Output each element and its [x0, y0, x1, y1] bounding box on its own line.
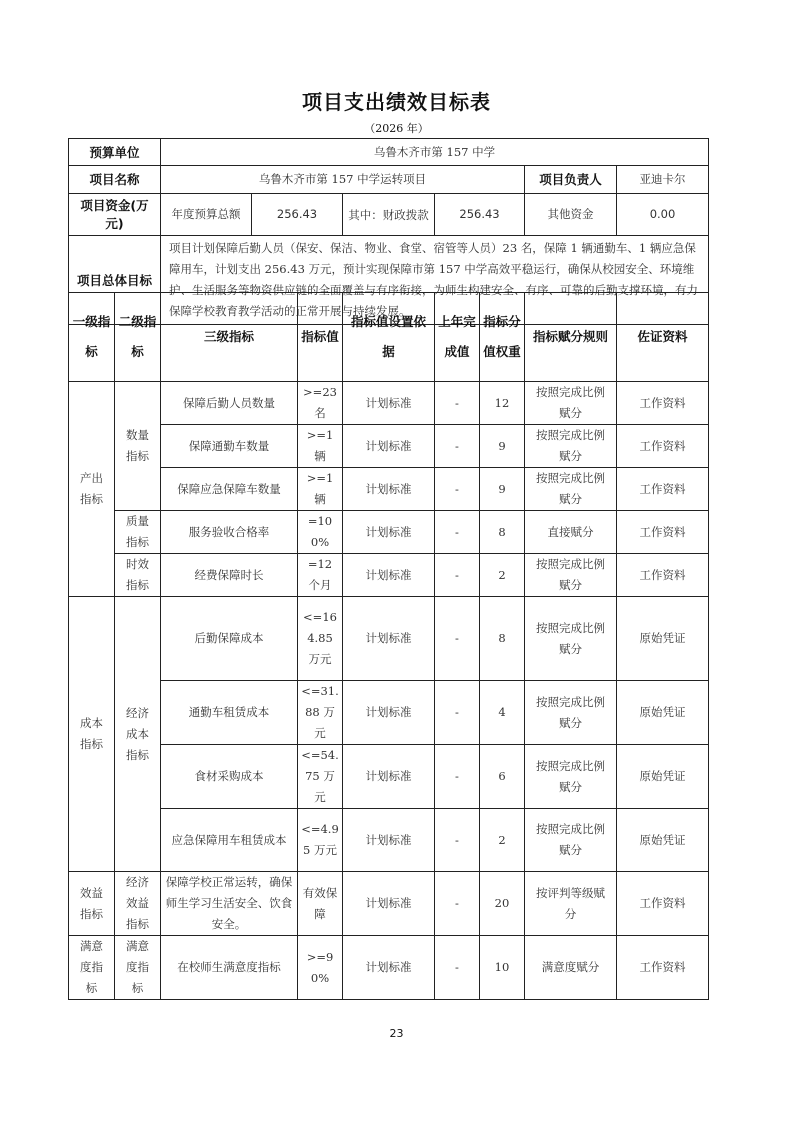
cell-weight: 8 — [480, 597, 525, 681]
cell-value: >=90% — [298, 936, 343, 1000]
table-row — [69, 597, 709, 681]
cell-weight: 9 — [480, 468, 525, 511]
cell-name: 通勤车租赁成本 — [161, 681, 298, 745]
owner-label: 项目负责人 — [525, 166, 617, 194]
page-title: 项目支出绩效目标表 — [302, 90, 491, 114]
cell-last: - — [435, 468, 480, 511]
cell-value: >=23名 — [298, 382, 343, 425]
cell-name: 经费保障时长 — [161, 554, 298, 597]
cell-name: 后勤保障成本 — [161, 597, 298, 681]
total-label: 年度预算总额 — [161, 194, 252, 236]
level1-indicator: 效益指标 — [69, 872, 115, 936]
total-value: 256.43 — [252, 194, 343, 236]
cell-evidence: 工作资料 — [617, 872, 709, 936]
cell-weight: 12 — [480, 382, 525, 425]
cell-rule: 按照完成比例赋分 — [525, 468, 617, 511]
cell-name: 应急保障用车租赁成本 — [161, 809, 298, 872]
table-row — [69, 936, 709, 1000]
cell-value: =100% — [298, 511, 343, 554]
unit-value: 乌鲁木齐市第 157 中学 — [161, 139, 709, 166]
table-row — [69, 872, 709, 936]
year-label: （2026 年） — [364, 122, 429, 135]
cell-evidence: 工作资料 — [617, 554, 709, 597]
other-value: 0.00 — [617, 194, 709, 236]
cell-value: 有效保障 — [298, 872, 343, 936]
cell-rule: 满意度赋分 — [525, 936, 617, 1000]
cell-name: 服务验收合格率 — [161, 511, 298, 554]
cell-weight: 10 — [480, 936, 525, 1000]
cell-weight: 8 — [480, 511, 525, 554]
cell-rule: 按照完成比例赋分 — [525, 681, 617, 745]
project-name-row — [69, 166, 709, 194]
cell-basis: 计划标准 — [343, 597, 435, 681]
column-header: 二级指标 — [115, 293, 161, 382]
header-row — [69, 293, 709, 382]
fund-label: 项目资金(万元) — [69, 194, 161, 236]
cell-last: - — [435, 511, 480, 554]
project-name-label: 项目名称 — [69, 166, 161, 194]
project-name-value: 乌鲁木齐市第 157 中学运转项目 — [161, 166, 525, 194]
column-header: 佐证资料 — [617, 293, 709, 382]
cell-evidence: 工作资料 — [617, 425, 709, 468]
cell-basis: 计划标准 — [343, 809, 435, 872]
level2-indicator: 经济效益指标 — [115, 872, 161, 936]
cell-last: - — [435, 936, 480, 1000]
cell-name: 保障通勤车数量 — [161, 425, 298, 468]
cell-basis: 计划标准 — [343, 425, 435, 468]
cell-weight: 20 — [480, 872, 525, 936]
cell-basis: 计划标准 — [343, 468, 435, 511]
table-row — [69, 554, 709, 597]
table-row — [69, 809, 709, 872]
fiscal-label: 其中：财政拨款 — [343, 194, 435, 236]
cell-weight: 2 — [480, 554, 525, 597]
table-row — [69, 745, 709, 809]
table-row — [69, 511, 709, 554]
cell-value: >=1辆 — [298, 425, 343, 468]
table-row — [69, 425, 709, 468]
level1-indicator: 成本指标 — [69, 597, 115, 872]
cell-value: <=4.95 万元 — [298, 809, 343, 872]
cell-evidence: 原始凭证 — [617, 809, 709, 872]
cell-basis: 计划标准 — [343, 382, 435, 425]
level1-indicator: 产出指标 — [69, 382, 115, 597]
cell-name: 保障应急保障车数量 — [161, 468, 298, 511]
unit-row — [69, 139, 709, 166]
level2-indicator: 数量指标 — [115, 382, 161, 511]
fund-row — [69, 194, 709, 236]
cell-last: - — [435, 554, 480, 597]
cell-last: - — [435, 745, 480, 809]
goal-label: 项目总体目标 — [69, 236, 161, 325]
column-header: 指标值设置依据 — [343, 293, 435, 382]
table-row — [69, 382, 709, 425]
level2-indicator: 满意度指标 — [115, 936, 161, 1000]
cell-value: =12 个月 — [298, 554, 343, 597]
column-header: 指标值 — [298, 293, 343, 382]
level2-indicator: 时效指标 — [115, 554, 161, 597]
goal-value: 项目计划保障后勤人员（保安、保洁、物业、食堂、宿管等人员）23 名，保障 1 辆通勤车、1 辆应急保障用车，计划支出 256.43 万元，预计实现保障市第 157 中学高效平稳运行，确保从校园安全、环境维护、生活服务等物资供应链的全面覆盖与有序衔接，为师生构建安全、有序、可靠的后勤支撑环境，有力保障学校教育教学活动的正常开展与持续发展。 — [161, 236, 709, 325]
owner-value: 亚迪卡尔 — [617, 166, 709, 194]
column-header: 上年完成值 — [435, 293, 480, 382]
cell-evidence: 工作资料 — [617, 511, 709, 554]
cell-rule: 按照完成比例赋分 — [525, 745, 617, 809]
cell-evidence: 原始凭证 — [617, 681, 709, 745]
cell-weight: 2 — [480, 809, 525, 872]
cell-weight: 6 — [480, 745, 525, 809]
page-number: 23 — [389, 1027, 404, 1040]
cell-value: <=54.75 万元 — [298, 745, 343, 809]
cell-rule: 按照完成比例赋分 — [525, 597, 617, 681]
column-header: 三级指标 — [161, 293, 298, 382]
column-header: 一级指标 — [69, 293, 115, 382]
cell-rule: 按评判等级赋分 — [525, 872, 617, 936]
unit-label: 预算单位 — [69, 139, 161, 166]
column-header: 指标赋分规则 — [525, 293, 617, 382]
cell-basis: 计划标准 — [343, 511, 435, 554]
cell-rule: 按照完成比例赋分 — [525, 425, 617, 468]
cell-evidence: 工作资料 — [617, 382, 709, 425]
cell-last: - — [435, 597, 480, 681]
cell-last: - — [435, 425, 480, 468]
cell-evidence: 原始凭证 — [617, 597, 709, 681]
other-label: 其他资金 — [525, 194, 617, 236]
cell-name: 保障后勤人员数量 — [161, 382, 298, 425]
column-header: 指标分值权重 — [480, 293, 525, 382]
indicator-table — [68, 292, 709, 1000]
cell-weight: 9 — [480, 425, 525, 468]
level1-indicator: 满意度指标 — [69, 936, 115, 1000]
cell-rule: 按照完成比例赋分 — [525, 554, 617, 597]
cell-last: - — [435, 681, 480, 745]
table-row — [69, 681, 709, 745]
cell-name: 在校师生满意度指标 — [161, 936, 298, 1000]
cell-basis: 计划标准 — [343, 872, 435, 936]
fiscal-value: 256.43 — [435, 194, 525, 236]
cell-value: <=164.85 万元 — [298, 597, 343, 681]
cell-name: 保障学校正常运转，确保师生学习生活安全、饮食安全。 — [161, 872, 298, 936]
cell-last: - — [435, 382, 480, 425]
cell-evidence: 工作资料 — [617, 936, 709, 1000]
cell-evidence: 工作资料 — [617, 468, 709, 511]
cell-evidence: 原始凭证 — [617, 745, 709, 809]
cell-basis: 计划标准 — [343, 745, 435, 809]
cell-basis: 计划标准 — [343, 554, 435, 597]
level2-indicator: 经济成本指标 — [115, 597, 161, 872]
level2-indicator: 质量指标 — [115, 511, 161, 554]
cell-rule: 按照完成比例赋分 — [525, 382, 617, 425]
cell-last: - — [435, 809, 480, 872]
cell-weight: 4 — [480, 681, 525, 745]
cell-basis: 计划标准 — [343, 681, 435, 745]
table-row — [69, 468, 709, 511]
cell-name: 食材采购成本 — [161, 745, 298, 809]
cell-last: - — [435, 872, 480, 936]
cell-rule: 直接赋分 — [525, 511, 617, 554]
cell-rule: 按照完成比例赋分 — [525, 809, 617, 872]
cell-basis: 计划标准 — [343, 936, 435, 1000]
cell-value: >=1辆 — [298, 468, 343, 511]
cell-value: <=31.88 万元 — [298, 681, 343, 745]
